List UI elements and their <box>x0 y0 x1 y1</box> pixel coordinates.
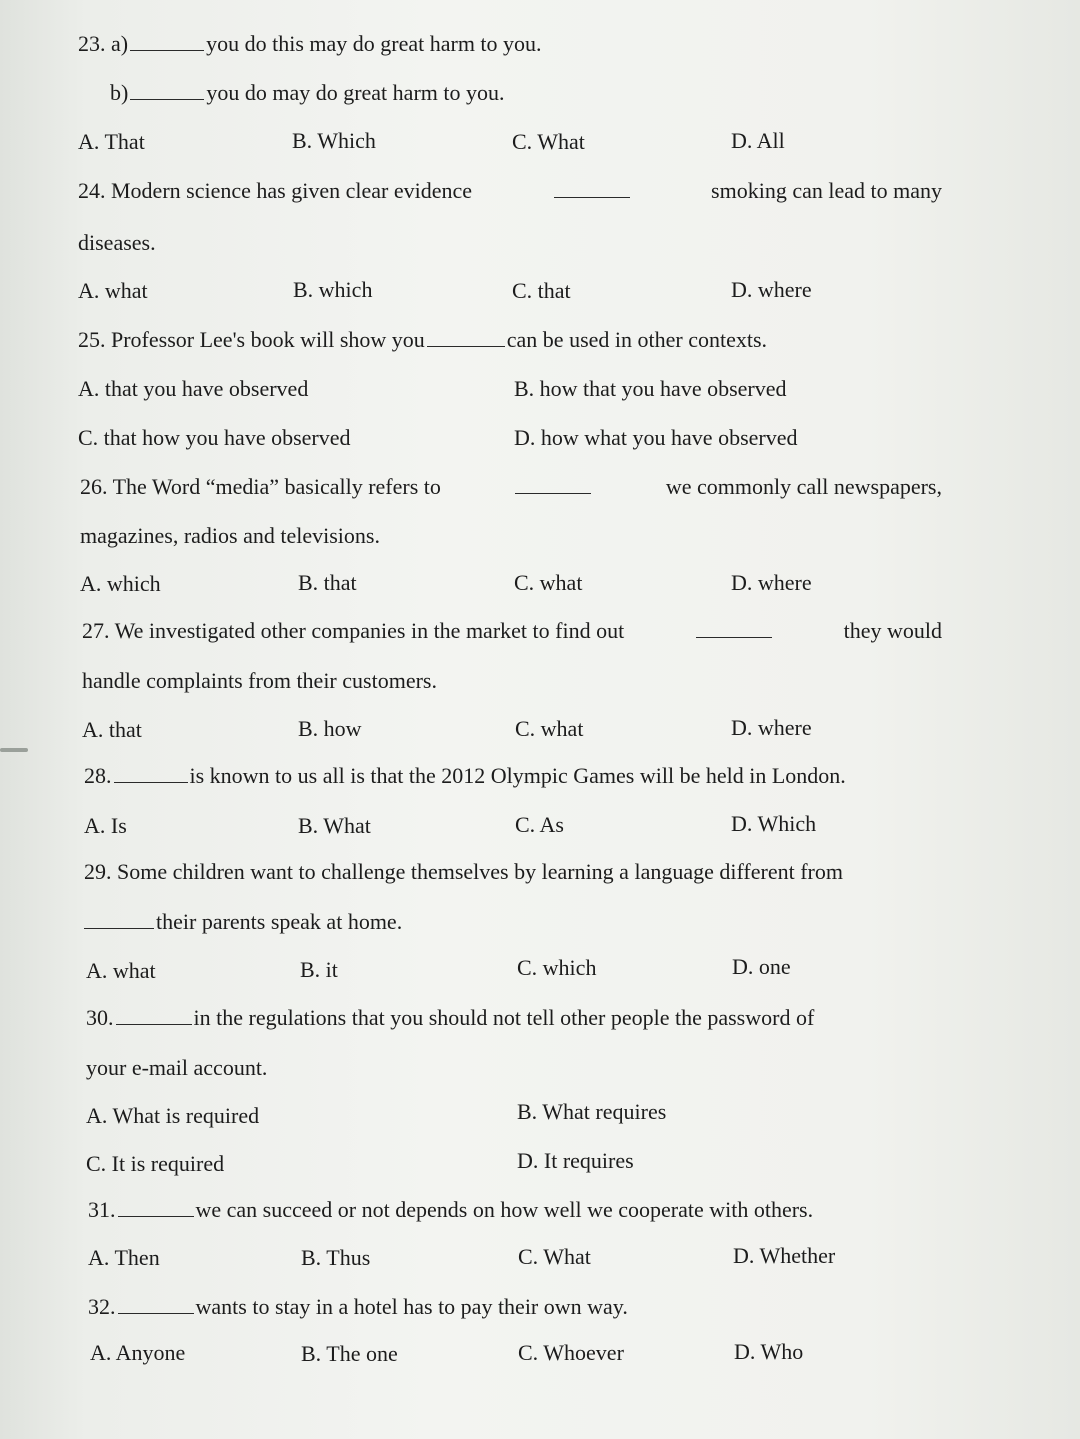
option-c: C. what <box>514 570 583 595</box>
question-31-number: 31. <box>88 1197 116 1222</box>
option-d: D. one <box>732 954 791 979</box>
option-c: C. As <box>515 812 564 837</box>
question-32-number: 32. <box>88 1294 116 1319</box>
option-c: C. Whoever <box>518 1340 624 1365</box>
answer-blank <box>427 326 505 347</box>
answer-blank <box>554 177 630 198</box>
question-25 <box>78 326 767 354</box>
page-edge-mark <box>0 748 28 752</box>
option-c: C. that <box>512 278 571 303</box>
option-b: B. it <box>300 957 338 982</box>
question-31-text: we can succeed or not depends on how well we cooperate with others. <box>195 1197 814 1222</box>
option-d: D. where <box>731 277 812 302</box>
question-26-text-cont: we commonly call newspapers, <box>665 474 942 499</box>
option-d: D. how what you have observed <box>514 425 798 450</box>
question-29-text-cont: their parents speak at home. <box>156 909 403 934</box>
question-23a <box>78 30 542 58</box>
option-b: B. What requires <box>517 1099 667 1124</box>
option-a: A. that <box>82 717 142 742</box>
option-c: C. It is required <box>86 1151 225 1176</box>
option-a: A. what <box>78 278 148 303</box>
answer-blank <box>114 762 188 783</box>
option-d: D. where <box>731 715 812 740</box>
answer-blank <box>84 908 154 929</box>
question-30-number: 30. <box>86 1005 114 1030</box>
question-27-text: 27. We investigated other companies in the market to find out <box>82 618 625 643</box>
answer-blank <box>130 30 204 51</box>
option-a: A. Is <box>84 813 127 838</box>
option-c: C. what <box>515 716 584 741</box>
option-d: D. It requires <box>517 1148 634 1173</box>
option-d: D. Whether <box>733 1243 836 1268</box>
answer-blank <box>118 1293 194 1314</box>
option-c: C. What <box>518 1244 591 1269</box>
answer-blank <box>116 1004 192 1025</box>
question-27-line2: handle complaints from their customers. <box>82 668 437 693</box>
option-a: A. what <box>86 958 156 983</box>
option-a: A. which <box>80 571 161 596</box>
question-28-text: is known to us all is that the 2012 Olympic Games will be held in London. <box>189 763 846 788</box>
answer-blank <box>130 79 204 100</box>
question-24-line2: diseases. <box>78 230 156 255</box>
question-31 <box>88 1196 813 1224</box>
question-28 <box>84 762 846 790</box>
option-b: B. What <box>298 813 371 838</box>
question-23b-number: b) <box>110 80 129 105</box>
option-a: A. that you have observed <box>78 376 309 401</box>
question-27-text-cont: they would <box>843 618 942 643</box>
option-c: C. which <box>517 955 597 980</box>
question-26-line2: magazines, radios and televisions. <box>80 523 380 548</box>
question-26 <box>80 473 942 501</box>
option-a: A. Anyone <box>90 1340 186 1365</box>
option-b: B. how that you have observed <box>514 376 787 401</box>
question-30-line2: your e-mail account. <box>86 1055 268 1080</box>
question-30 <box>86 1004 814 1032</box>
question-29-line2 <box>84 908 402 936</box>
answer-blank <box>515 473 591 494</box>
answer-blank <box>696 617 772 638</box>
option-b: B. Which <box>292 128 376 153</box>
question-27 <box>82 617 942 645</box>
option-d: D. All <box>731 128 785 153</box>
answer-blank <box>118 1196 194 1217</box>
option-d: D. Who <box>734 1339 804 1364</box>
option-a: A. What is required <box>86 1103 260 1128</box>
question-28-number: 28. <box>84 763 112 788</box>
question-23b-text: you do may do great harm to you. <box>206 80 505 105</box>
question-25-text-cont: can be used in other contexts. <box>506 327 768 352</box>
question-23b <box>110 79 505 107</box>
option-d: D. Which <box>731 811 817 836</box>
option-d: D. where <box>731 570 812 595</box>
option-c: C. that how you have observed <box>78 425 351 450</box>
option-a: A. Then <box>88 1245 160 1270</box>
option-c: C. What <box>512 129 585 154</box>
question-29: 29. Some children want to challenge themselves by learning a language different from <box>84 859 843 884</box>
question-32 <box>88 1293 628 1321</box>
question-30-text: in the regulations that you should not tell other people the password of <box>193 1005 815 1030</box>
question-25-text: 25. Professor Lee's book will show you <box>78 327 425 352</box>
option-b: B. that <box>298 570 357 595</box>
option-b: B. how <box>298 716 362 741</box>
question-23a-text: you do this may do great harm to you. <box>206 31 542 56</box>
question-24-text: 24. Modern science has given clear evidence <box>78 178 472 203</box>
option-a: A. That <box>78 129 145 154</box>
option-b: B. which <box>293 277 373 302</box>
question-23a-number: 23. a) <box>78 31 129 56</box>
option-b: B. The one <box>301 1341 398 1366</box>
question-26-text: 26. The Word “media” basically refers to <box>80 474 441 499</box>
option-b: B. Thus <box>301 1245 371 1270</box>
question-32-text: wants to stay in a hotel has to pay their own way. <box>195 1294 628 1319</box>
question-24-text-cont: smoking can lead to many <box>711 178 942 203</box>
question-24 <box>78 177 942 205</box>
